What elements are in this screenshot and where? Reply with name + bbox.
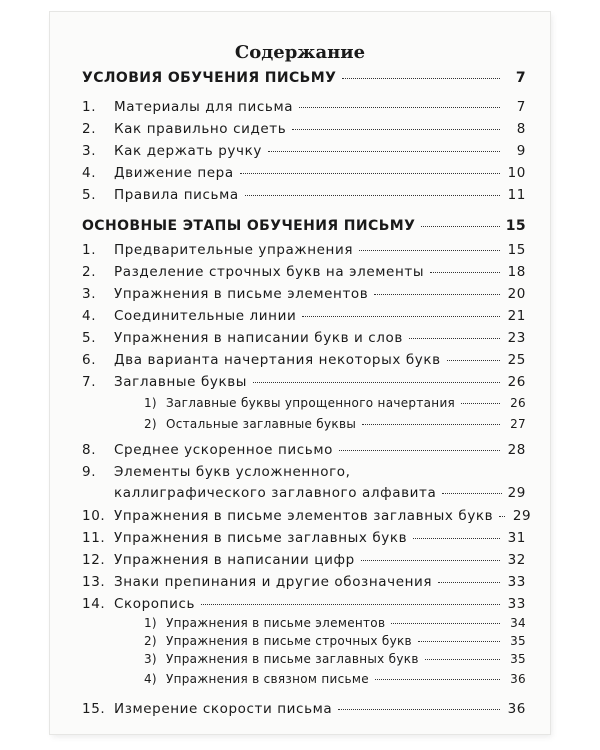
toc-section-1: [50, 70, 550, 86]
section-title: ОСНОВНЫЕ ЭТАПЫ ОБУЧЕНИЯ ПИСЬМУ: [82, 218, 416, 234]
page-number: 33: [507, 596, 526, 612]
page-number: 15: [505, 218, 526, 234]
item-number: 3.: [82, 286, 97, 302]
page-number: 34: [510, 616, 526, 630]
toc-item: [50, 552, 550, 568]
toc-subitem: [50, 652, 550, 666]
page-number: 35: [510, 634, 526, 648]
item-number: 7.: [82, 374, 97, 390]
page-number: 33: [507, 574, 526, 590]
dot-leader: [438, 582, 500, 583]
toc-item: [50, 352, 550, 368]
page-number: 10: [507, 165, 526, 181]
toc-item: [50, 330, 550, 346]
item-label-continuation-row: [114, 485, 550, 501]
dot-leader: [359, 250, 500, 251]
page-number: 7: [516, 99, 526, 115]
toc-item: [50, 121, 550, 137]
toc-item: [50, 165, 550, 181]
toc-item: [50, 286, 550, 302]
item-number: 1.: [82, 242, 97, 258]
subitem-number: 1): [144, 396, 157, 410]
item-number: 11.: [82, 530, 106, 546]
subitem-label: Заглавные буквы упрощенного начертания: [166, 396, 456, 410]
item-label: Заглавные буквы: [114, 374, 248, 390]
toc-item: [50, 187, 550, 203]
item-label: Как правильно сидеть: [114, 121, 287, 137]
subitem-label: Упражнения в письме элементов: [166, 616, 386, 630]
item-number: 8.: [82, 442, 97, 458]
toc-subitem: [50, 396, 550, 410]
page-number: 9: [516, 143, 526, 159]
page-number: 26: [507, 374, 526, 390]
page-number: 27: [510, 417, 526, 431]
toc-item: [50, 264, 550, 280]
dot-leader: [413, 538, 500, 539]
page-title: Содержание: [234, 42, 366, 63]
dot-leader: [374, 294, 500, 295]
page-number: 32: [507, 552, 526, 568]
page-number: 20: [507, 286, 526, 302]
item-label: Разделение строчных букв на элементы: [114, 264, 425, 280]
dot-leader: [253, 382, 500, 383]
dot-leader: [461, 403, 500, 404]
page-number: 11: [507, 187, 526, 203]
subitem-label: Упражнения в письме заглавных букв: [166, 652, 419, 666]
page-number: 36: [507, 701, 526, 717]
subitem-number: 4): [144, 672, 157, 686]
dot-leader: [342, 78, 500, 79]
dot-leader: [268, 151, 500, 152]
page-number: 25: [507, 352, 526, 368]
toc-item: [50, 308, 550, 324]
dot-leader: [391, 623, 500, 624]
item-number: 10.: [82, 508, 106, 524]
item-number: 13.: [82, 574, 106, 590]
item-label: Знаки препинания и другие обозначения: [114, 574, 433, 590]
item-label: Упражнения в написании букв и слов: [114, 330, 403, 346]
item-label: Измерение скорости письма: [114, 701, 333, 717]
dot-leader: [421, 226, 499, 227]
book-page: [50, 12, 550, 734]
subitem-number: 2): [144, 634, 157, 648]
toc-item: [50, 143, 550, 159]
toc-item: [50, 442, 550, 458]
page-number: 35: [510, 652, 526, 666]
item-number: 9.: [82, 464, 97, 480]
item-label: Правила письма: [114, 187, 239, 203]
item-label: Как держать ручку: [114, 143, 262, 159]
dot-leader: [245, 195, 500, 196]
toc-item: [50, 242, 550, 258]
dot-leader: [499, 516, 505, 517]
toc-subitem: [50, 634, 550, 648]
page-number: 29: [512, 508, 532, 524]
page-number: 26: [510, 396, 526, 410]
subitem-number: 3): [144, 652, 157, 666]
subitem-label: Остальные заглавные буквы: [166, 417, 357, 431]
item-label: Предварительные упражнения: [114, 242, 354, 258]
page-number: 36: [510, 672, 526, 686]
dot-leader: [442, 493, 501, 494]
item-number: 12.: [82, 552, 106, 568]
item-number: 14.: [82, 596, 106, 612]
item-number: 1.: [82, 99, 97, 115]
dot-leader: [375, 679, 500, 680]
item-number: 2.: [82, 121, 97, 137]
dot-leader: [201, 604, 500, 605]
page-number: 8: [516, 121, 526, 137]
item-label: Среднее ускоренное письмо: [114, 442, 333, 458]
page-number: 18: [507, 264, 526, 280]
dot-leader: [425, 659, 500, 660]
item-label: Упражнения в написании цифр: [114, 552, 355, 568]
subitem-label: Упражнения в письме строчных букв: [166, 634, 412, 648]
toc-item: [50, 596, 550, 612]
item-label: Упражнения в письме элементов заглавных букв: [114, 508, 494, 524]
page-number: 31: [507, 530, 526, 546]
item-number: 5.: [82, 330, 97, 346]
item-label: Элементы букв усложненного,: [114, 464, 351, 480]
item-label: Упражнения в письме заглавных букв: [114, 530, 408, 546]
dot-leader: [447, 360, 500, 361]
toc-item: [50, 508, 550, 524]
toc-section-2: [50, 218, 550, 234]
dot-leader: [339, 450, 500, 451]
item-label-line2: каллиграфического заглавного алфавита: [114, 485, 437, 501]
item-number: 15.: [82, 701, 106, 717]
page-number: 21: [507, 308, 526, 324]
toc-subitem: [50, 417, 550, 431]
page-number: 28: [507, 442, 526, 458]
item-label: Движение пера: [114, 165, 234, 181]
dot-leader: [430, 272, 500, 273]
dot-leader: [302, 316, 500, 317]
item-number: 3.: [82, 143, 97, 159]
item-label: Скоропись: [114, 596, 196, 612]
section-title: УСЛОВИЯ ОБУЧЕНИЯ ПИСЬМУ: [82, 70, 337, 86]
page-number: 7: [515, 70, 526, 86]
item-label: Упражнения в письме элементов: [114, 286, 369, 302]
dot-leader: [362, 424, 500, 425]
item-label: Два варианта начертания некоторых букв: [114, 352, 441, 368]
subitem-number: 2): [144, 417, 157, 431]
toc-item: [50, 530, 550, 546]
item-number: 2.: [82, 264, 97, 280]
page-number: 15: [507, 242, 526, 258]
item-label: Материалы для письма: [114, 99, 294, 115]
toc-item: [50, 574, 550, 590]
item-number: 4.: [82, 308, 97, 324]
item-number: 6.: [82, 352, 97, 368]
dot-leader: [361, 560, 500, 561]
subitem-label: Упражнения в связном письме: [166, 672, 369, 686]
dot-leader: [418, 641, 500, 642]
toc-subitem: [50, 616, 550, 630]
subitem-number: 1): [144, 616, 157, 630]
item-label: Соединительные линии: [114, 308, 297, 324]
dot-leader: [338, 709, 500, 710]
toc-item: [50, 374, 550, 390]
dot-leader: [409, 338, 500, 339]
dot-leader: [240, 173, 500, 174]
item-number: 5.: [82, 187, 97, 203]
item-number: 4.: [82, 165, 97, 181]
dot-leader: [299, 107, 500, 108]
toc-item: [50, 701, 550, 717]
toc-item: [50, 99, 550, 115]
dot-leader: [292, 129, 500, 130]
toc-subitem: [50, 672, 550, 686]
page-number: 29: [507, 485, 526, 501]
page-number: 23: [507, 330, 526, 346]
